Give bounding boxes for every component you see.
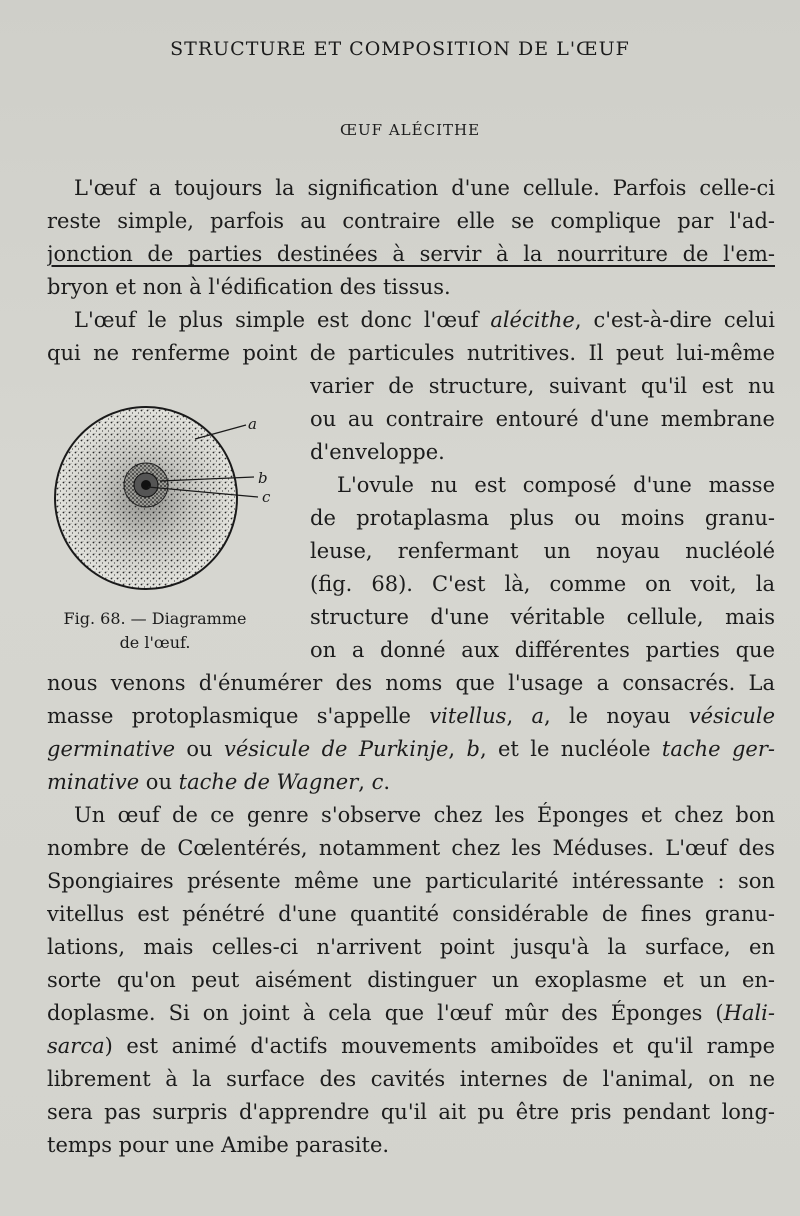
- text-line: reste simple, parfois au contraire elle se complique par l'ad-: [47, 209, 775, 233]
- text-line: temps pour une Amibe parasite.: [47, 1133, 390, 1157]
- text-line: sera pas surpris d'apprendre qu'il ait pu être pris pendant long-: [47, 1100, 775, 1124]
- running-title: STRUCTURE ET COMPOSITION DE L'ŒUF: [170, 38, 630, 60]
- figure-caption-line-2: de l'œuf.: [119, 633, 191, 652]
- body-text: [47, 172, 775, 1162]
- text-line: d'enveloppe.: [310, 440, 445, 464]
- italic-term: Hali-: [723, 1001, 775, 1025]
- text-span: .: [383, 770, 391, 794]
- text-span: ou: [175, 737, 224, 761]
- italic-term: tache de Wagner: [178, 770, 359, 794]
- italic-term: c: [371, 770, 384, 794]
- text-span: masse protoplasmique s'appelle: [47, 704, 430, 728]
- figure-label-b: b: [258, 469, 268, 487]
- figure-label-a: a: [248, 415, 257, 433]
- text-line: lations, mais celles-ci n'arrivent point jusqu'à la surface, en: [47, 935, 775, 959]
- italic-term: minative: [47, 770, 140, 794]
- text-span: ,: [448, 737, 467, 761]
- text-line: structure d'une véritable cellule, mais: [310, 605, 775, 629]
- text-line: librement à la surface des cavités internes de l'animal, on ne: [47, 1067, 775, 1091]
- text-span: , et le nucléole: [479, 737, 662, 761]
- text-span: doplasme. Si on joint à cela que l'œuf mûr des Éponges (: [47, 1001, 724, 1025]
- text-span: ou: [139, 770, 179, 794]
- text-line: [47, 700, 775, 733]
- text-line: [47, 304, 775, 337]
- italic-term: sarca: [47, 1034, 105, 1058]
- text-line: Un œuf de ce genre s'observe chez les Éponges et chez bon: [74, 803, 775, 827]
- text-line: vitellus est pénétré d'une quantité considérable de fines granu-: [47, 902, 775, 926]
- underlined-text: jonction de parties destinées à servir à la nourriture de l'em-: [47, 242, 775, 266]
- text-span: ) est animé d'actifs mouvements amiboïdes et qu'il rampe: [104, 1034, 775, 1058]
- italic-term: germinative: [47, 737, 176, 761]
- text-line: bryon et non à l'édification des tissus.: [47, 275, 451, 299]
- text-line: L'ovule nu est composé d'une masse: [337, 473, 775, 497]
- text-span: L'œuf le plus simple est donc l'œuf: [74, 308, 491, 332]
- italic-term: b: [466, 737, 480, 761]
- text-line: ou au contraire entouré d'une membrane: [310, 407, 775, 431]
- figure-caption-line-1: Fig. 68. — Diagramme: [63, 609, 247, 628]
- text-line: (fig. 68). C'est là, comme on voit, la: [310, 572, 775, 596]
- italic-term: a: [531, 704, 544, 728]
- text-line: nous venons d'énumérer des noms que l'usage a consacrés. La: [47, 671, 775, 695]
- italic-term: vitellus: [429, 704, 507, 728]
- text-line: L'œuf a toujours la signification d'une cellule. Parfois celle-ci: [74, 176, 775, 200]
- text-line: [47, 766, 775, 799]
- text-line: leuse, renfermant un noyau nucléolé: [310, 539, 775, 563]
- italic-term: alécithe: [490, 308, 575, 332]
- text-span: , c'est-à-dire celui: [574, 308, 775, 332]
- italic-term: vésicule de Purkinje: [223, 737, 449, 761]
- text-span: , le noyau: [543, 704, 689, 728]
- text-line: [47, 733, 775, 766]
- text-line: varier de structure, suivant qu'il est nu: [310, 374, 775, 398]
- text-line: qui ne renferme point de particules nutritives. Il peut lui-même: [47, 341, 775, 365]
- italic-term: vésicule: [688, 704, 775, 728]
- text-line: [47, 1030, 775, 1063]
- section-title: ŒUF ALÉCITHE: [339, 121, 481, 139]
- italic-term: tache ger-: [661, 737, 775, 761]
- text-line: sorte qu'on peut aisément distinguer un exoplasme et un en-: [47, 968, 775, 992]
- text-span: ,: [506, 704, 532, 728]
- text-line: nombre de Cœlentérés, notamment chez les Méduses. L'œuf des: [47, 836, 775, 860]
- text-span: ,: [358, 770, 372, 794]
- text-line: on a donné aux différentes parties que: [310, 638, 775, 662]
- text-line: [47, 238, 775, 271]
- text-line: [47, 997, 775, 1030]
- text-line: Spongiaires présente même une particularité intéressante : son: [47, 869, 775, 893]
- figure-label-c: c: [262, 488, 271, 506]
- text-line: de protaplasma plus ou moins granu-: [310, 506, 775, 530]
